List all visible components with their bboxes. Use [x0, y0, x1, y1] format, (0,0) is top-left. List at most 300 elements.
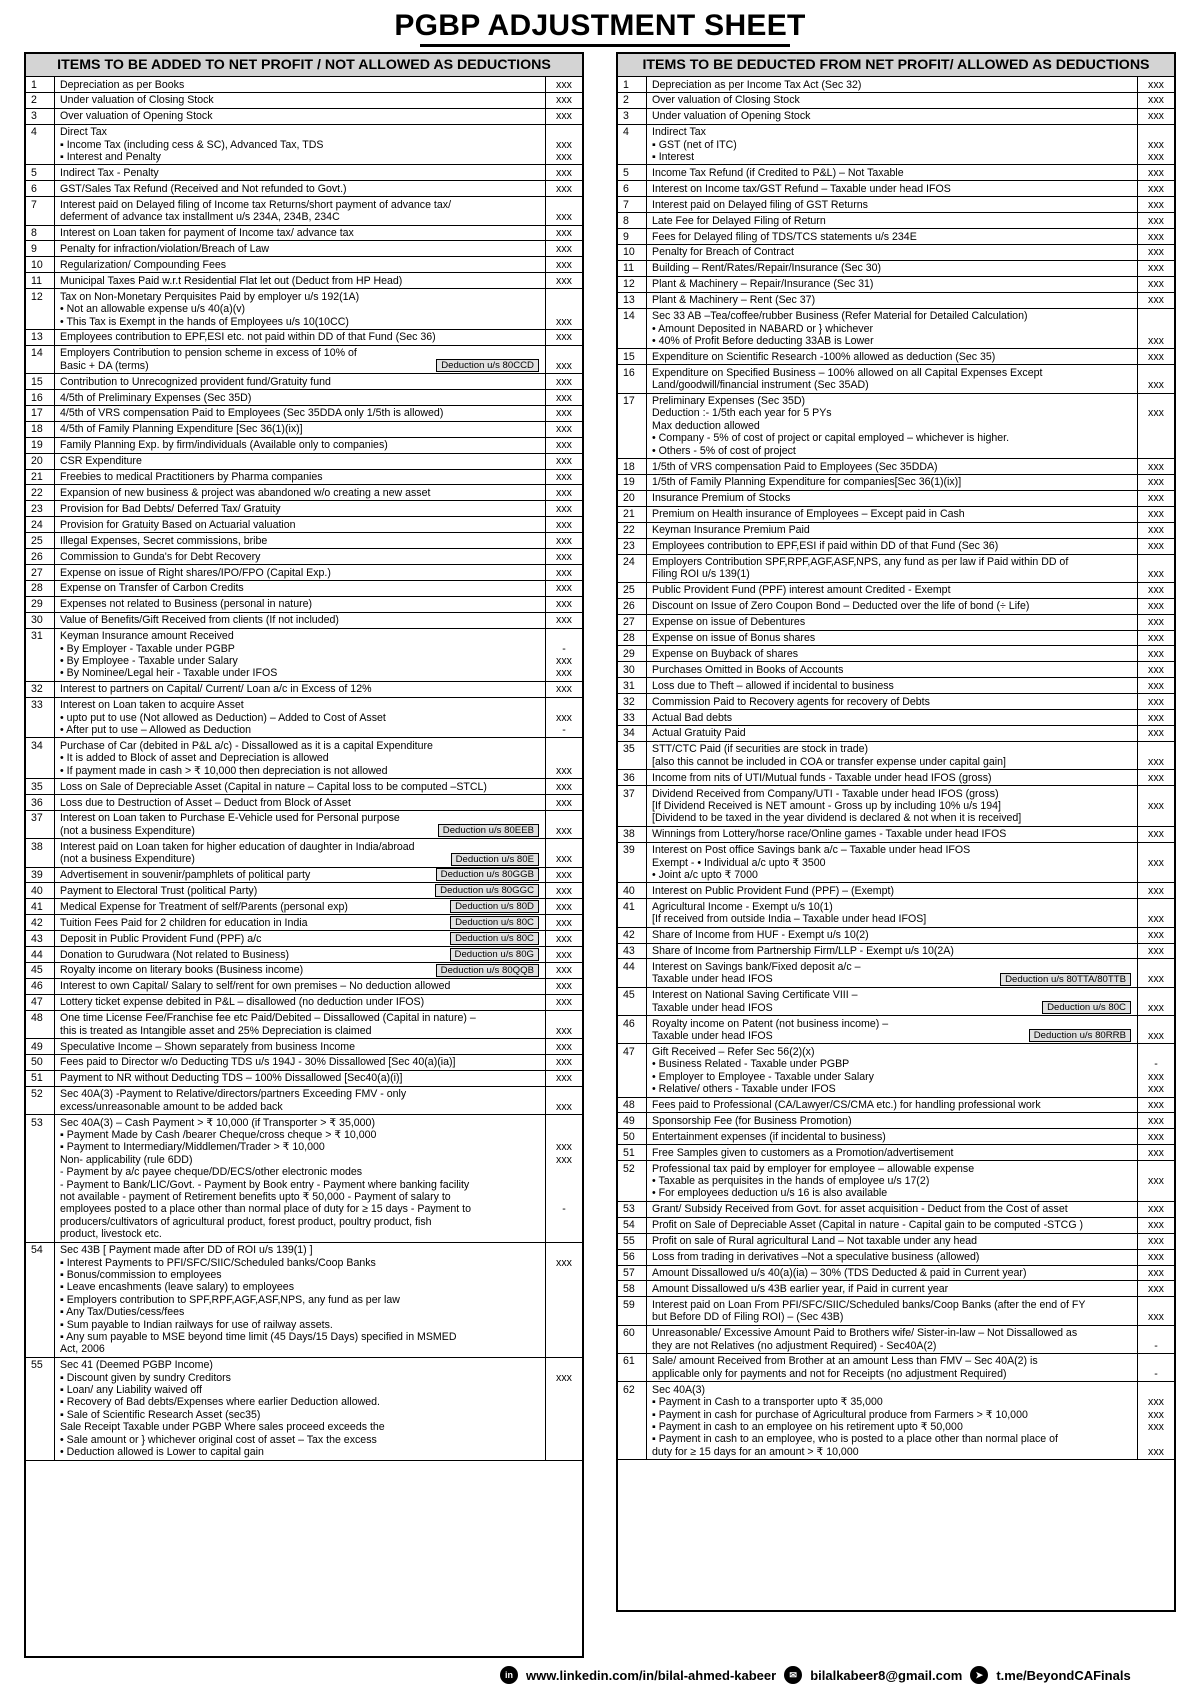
row-number: 4: [618, 125, 647, 165]
row-number: 58: [618, 1281, 647, 1296]
row-amount: [1137, 109, 1174, 124]
table-row: [26, 868, 582, 884]
row-amount: [545, 197, 582, 224]
table-row: [618, 277, 1174, 293]
deduction-section-tag: Deduction u/s 80E: [451, 853, 539, 866]
row-text-content: Unreasonable/ Excessive Amount Paid to Brothers wife/ Sister-in-law – Not Dissallowed as they are not Relatives (no adjustment Required) - Sec40A(2): [652, 1327, 1078, 1352]
row-amount-value: xxx: [1148, 755, 1164, 768]
table-row: [618, 213, 1174, 229]
row-text-content: Gift Received – Refer Sec 56(2)(x) • Business Related - Taxable under PGBP • Employer to Employee - Taxable under Salary • Relative/ others - Taxable under IFOS: [652, 1045, 874, 1096]
row-amount: [1137, 245, 1174, 260]
table-row: [618, 770, 1174, 786]
row-amount: [545, 738, 582, 778]
row-text-content: Interest paid on Loan From PFI/SFC/SIIC/Scheduled banks/Coop Banks (after the end of FY but Before DD of Filing ROI) – (Sec 43B): [652, 1298, 1086, 1324]
row-number: 27: [26, 565, 55, 580]
row-text: [55, 241, 545, 256]
row-amount-value: xxx: [556, 1371, 572, 1384]
table-row: [618, 694, 1174, 710]
row-text-content: Loss due to Theft – allowed if incidental to business: [652, 679, 894, 692]
table-row: [618, 988, 1174, 1016]
table-row: [26, 374, 582, 390]
row-text: [55, 1071, 545, 1086]
row-amount-value: xxx: [556, 78, 572, 91]
row-amount: [1137, 726, 1174, 741]
row-text-content: Expense on Buyback of shares: [652, 647, 799, 660]
row-amount-value: xxx xxx: [556, 138, 572, 164]
row-text: [55, 422, 545, 437]
added-items-rows: [26, 77, 582, 1461]
row-amount: [1137, 1297, 1174, 1324]
row-amount: [1137, 1016, 1174, 1043]
deduction-section-tag: Deduction u/s 80G: [450, 948, 539, 961]
row-text: [55, 346, 545, 373]
row-amount: [1137, 261, 1174, 276]
row-text-content: Family Planning Exp. by firm/individuals (Available only to companies): [60, 439, 388, 452]
table-row: [26, 438, 582, 454]
row-number: 8: [618, 213, 647, 228]
row-text-content: Expansion of new business & project was abandoned w/o creating a new asset: [60, 486, 431, 499]
deduction-section-tag: Deduction u/s 80D: [450, 900, 539, 913]
row-amount: [1137, 1382, 1174, 1459]
row-text-content: Municipal Taxes Paid w.r.t Residential Flat let out (Deduct from HP Head): [60, 274, 403, 287]
row-amount: [545, 374, 582, 389]
row-amount: [545, 682, 582, 697]
row-text: [647, 181, 1137, 196]
row-amount: [545, 125, 582, 165]
row-number: 15: [618, 349, 647, 364]
row-amount: [545, 517, 582, 532]
row-text: [647, 1326, 1137, 1353]
row-text-content: Lottery ticket expense debited in P&L – disallowed (no deduction under IFOS): [60, 996, 425, 1009]
row-amount: [545, 77, 582, 92]
row-amount-value: xxx: [556, 375, 572, 388]
table-row: [618, 1016, 1174, 1044]
row-text: [647, 662, 1137, 677]
row-amount-value: xxx: [1148, 350, 1164, 363]
row-number: 35: [26, 779, 55, 794]
table-row: [618, 928, 1174, 944]
row-amount: [1137, 539, 1174, 554]
row-text: [55, 795, 545, 810]
row-amount-value: xxx: [1148, 460, 1164, 473]
row-amount-value: xxx: [1148, 600, 1164, 613]
row-text: [647, 245, 1137, 260]
row-amount-value: xxx: [1148, 476, 1164, 489]
row-amount: [545, 93, 582, 108]
row-number: 7: [26, 197, 55, 224]
row-text-content: Interest on Public Provident Fund (PPF) – (Exempt): [652, 884, 894, 897]
table-row: [618, 1326, 1174, 1354]
row-amount: [1137, 1098, 1174, 1113]
linkedin-link[interactable]: www.linkedin.com/in/bilal-ahmed-kabeer: [526, 1667, 777, 1683]
row-amount: [1137, 1281, 1174, 1296]
row-amount: [1137, 1202, 1174, 1217]
row-text-content: Over valuation of Opening Stock: [60, 110, 213, 123]
table-row: [26, 226, 582, 242]
row-number: 1: [26, 77, 55, 92]
row-amount-value: xxx: [556, 1056, 572, 1069]
row-amount-value: xxx: [1148, 828, 1164, 841]
row-number: 59: [618, 1297, 647, 1324]
row-amount-value: xxx: [556, 486, 572, 499]
row-amount-value: xxx: [1148, 1282, 1164, 1295]
row-text: [647, 523, 1137, 538]
row-number: 31: [26, 629, 55, 681]
row-amount-value: xxx: [1148, 945, 1164, 958]
row-text-content: Purchases Omitted in Books of Accounts: [652, 663, 844, 676]
row-text-content: Grant/ Subsidy Received from Govt. for asset acquisition - Deduct from the Cost of asset: [652, 1203, 1068, 1216]
row-amount: [1137, 349, 1174, 364]
table-row: [26, 422, 582, 438]
row-text-content: Illegal Expenses, Secret commissions, bribe: [60, 534, 268, 547]
row-amount: [545, 109, 582, 124]
row-text-content: Interest on Post office Savings bank a/c – Taxable under head IFOS Exempt - • Individual a/c upto ₹ 3500 • Joint a/c upto ₹ 7000: [652, 844, 971, 882]
row-number: 20: [26, 454, 55, 469]
row-amount: [1137, 1266, 1174, 1281]
row-amount: [1137, 309, 1174, 349]
row-amount: [1137, 181, 1174, 196]
row-text: [647, 1098, 1137, 1113]
row-amount-value: xxx -: [556, 711, 572, 736]
row-text: [55, 125, 545, 165]
row-number: 29: [26, 597, 55, 612]
table-row: [618, 365, 1174, 393]
row-text-content: Indirect Tax ▪ GST (net of ITC) ▪ Interest: [652, 126, 737, 164]
row-amount-value: xxx: [1148, 262, 1164, 275]
row-text: [647, 365, 1137, 392]
row-number: 30: [26, 613, 55, 628]
row-number: 52: [618, 1161, 647, 1201]
row-text-content: Fees for Delayed filing of TDS/TCS statements u/s 234E: [652, 230, 917, 243]
deduction-section-tag: Deduction u/s 80QQB: [436, 964, 539, 977]
table-row: [618, 394, 1174, 460]
row-number: 37: [618, 786, 647, 826]
row-amount-value: xxx: [1148, 407, 1164, 420]
row-text-content: Free Samples given to customers as a Promotion/advertisement: [652, 1146, 954, 1159]
row-text-content: Interest to own Capital/ Salary to self/rent for own premises – No deduction allowed: [60, 980, 451, 993]
table-row: [618, 523, 1174, 539]
row-number: 34: [26, 738, 55, 778]
row-number: 9: [26, 241, 55, 256]
row-amount: [1137, 710, 1174, 725]
row-text: [55, 1115, 545, 1242]
table-row: [26, 1039, 582, 1055]
row-text: [647, 459, 1137, 474]
table-row: [618, 1354, 1174, 1382]
row-number: 40: [26, 883, 55, 898]
row-number: 42: [26, 915, 55, 930]
row-amount-value: xxx: [1148, 1146, 1164, 1159]
row-text: [647, 1218, 1137, 1233]
row-amount: [545, 181, 582, 196]
row-amount-value: xxx: [1148, 727, 1164, 740]
row-number: 17: [26, 406, 55, 421]
row-amount: [545, 1115, 582, 1242]
row-number: 13: [618, 293, 647, 308]
row-text: [55, 613, 545, 628]
row-text-content: Interest paid on Loan taken for higher education of daughter in India/abroad (not a business Expenditure): [60, 840, 415, 866]
row-amount: [545, 1039, 582, 1054]
linkedin-icon: in: [500, 1666, 518, 1684]
row-number: 31: [618, 678, 647, 693]
row-amount-value: xxx: [556, 796, 572, 809]
row-text: [55, 485, 545, 500]
row-text: [647, 1113, 1137, 1128]
row-amount: [1137, 770, 1174, 785]
row-text-content: Dividend Received from Company/UTI - Taxable under head IFOS (gross) [If Dividend Received is NET amount - Gross up by including 10% u/s 194] [Dividend to be taxed in the year dividend is declared & not when it is received]: [652, 787, 1022, 825]
row-text: [647, 1354, 1137, 1381]
row-text-content: Royalty income on Patent (not business income) – Taxable under head IFOS: [652, 1017, 889, 1042]
row-amount: [545, 597, 582, 612]
row-amount: [1137, 944, 1174, 959]
email-link[interactable]: bilalkabeer8@gmail.com: [810, 1667, 963, 1683]
row-amount-value: xxx: [1148, 1114, 1164, 1127]
table-row: [618, 245, 1174, 261]
table-row: [26, 197, 582, 225]
row-amount: [545, 995, 582, 1010]
row-text: [55, 565, 545, 580]
row-amount-value: xxx: [1148, 524, 1164, 537]
table-row: [26, 390, 582, 406]
row-amount-value: xxx: [1148, 663, 1164, 676]
table-row: [618, 631, 1174, 647]
row-number: 33: [618, 710, 647, 725]
row-number: 38: [618, 827, 647, 842]
row-amount-value: xxx: [556, 1040, 572, 1053]
row-amount-value: xxx: [1148, 1267, 1164, 1279]
row-amount: [1137, 213, 1174, 228]
row-number: 18: [618, 459, 647, 474]
telegram-icon: ➤: [970, 1666, 988, 1684]
row-text: [55, 963, 545, 978]
row-number: 28: [26, 581, 55, 596]
row-number: 55: [26, 1358, 55, 1460]
row-number: 23: [26, 501, 55, 516]
row-amount-value: xxx: [556, 1072, 572, 1085]
row-text: [55, 330, 545, 345]
row-amount-value: xxx: [1148, 94, 1164, 107]
row-amount: [545, 1243, 582, 1357]
table-row: [618, 646, 1174, 662]
row-amount: [545, 549, 582, 564]
row-text-content: 4/5th of VRS compensation Paid to Employees (Sec 35DDA only 1/5th is allowed): [60, 407, 444, 420]
row-number: 4: [26, 125, 55, 165]
row-amount-value: xxx: [556, 315, 572, 328]
table-row: [26, 485, 582, 501]
row-amount-value: xxx: [1148, 884, 1164, 897]
row-amount-value: xxx: [1148, 679, 1164, 692]
table-row: [26, 181, 582, 197]
table-row: [26, 613, 582, 629]
row-amount: [1137, 165, 1174, 180]
row-amount-value: xxx: [556, 964, 572, 977]
row-text-content: Freebies to medical Practitioners by Pharma companies: [60, 471, 323, 484]
row-text: [647, 394, 1137, 459]
row-number: 7: [618, 197, 647, 212]
row-text: [647, 1382, 1137, 1459]
row-amount: [545, 485, 582, 500]
row-amount-value: xxx: [1148, 800, 1164, 812]
row-amount: [545, 979, 582, 994]
row-text-content: Provision for Gratuity Based on Actuarial valuation: [60, 518, 296, 531]
row-amount: [1137, 229, 1174, 244]
table-row: [618, 959, 1174, 987]
row-amount: [1137, 843, 1174, 883]
row-text: [647, 229, 1137, 244]
row-text: [647, 1016, 1137, 1043]
row-amount-value: xxx: [1148, 1251, 1164, 1264]
row-text: [647, 944, 1137, 959]
added-items-table: [24, 52, 584, 1658]
row-number: 2: [26, 93, 55, 108]
row-amount: [545, 1087, 582, 1114]
row-text-content: Purchase of Car (debited in P&L a/c) - Dissallowed as it is a capital Expenditure • It is added to Block of asset and Depreciation is allowed • If payment made in cash > ₹ 10,000 then depreciation is not allowed: [60, 739, 433, 777]
row-text-content: Amount Dissallowed u/s 43B earlier year, if Paid in current year: [652, 1282, 949, 1295]
row-text: [647, 646, 1137, 661]
row-amount-value: xxx: [556, 502, 572, 515]
row-text-content: Professional tax paid by employer for employee – allowable expense • Taxable as perquisites in the hands of employee u/s 17(2) • For employees deduction u/s 16 is also available: [652, 1162, 975, 1200]
deducted-items-header: ITEMS TO BE DEDUCTED FROM NET PROFIT/ ALLOWED AS DEDUCTIONS: [618, 54, 1174, 77]
row-amount: [1137, 959, 1174, 986]
row-number: 26: [618, 599, 647, 614]
row-number: 32: [618, 694, 647, 709]
row-text: [647, 988, 1137, 1015]
row-text: [647, 309, 1137, 349]
row-text-content: Interest on Loan taken to acquire Asset • upto put to use (Not allowed as Deduction) – Added to Cost of Asset • After put to use – Allowed as Deduction: [60, 699, 386, 736]
row-text: [647, 827, 1137, 842]
row-amount-value: xxx: [556, 211, 572, 224]
row-amount-value: xxx: [1148, 110, 1164, 123]
row-text: [647, 555, 1137, 582]
row-amount-value: xxx: [1148, 632, 1164, 645]
row-text: [55, 197, 545, 224]
row-text: [647, 1266, 1137, 1281]
row-amount: [545, 257, 582, 272]
row-text-content: Keyman Insurance Premium Paid: [652, 524, 810, 537]
row-text-content: Value of Benefits/Gift Received from clients (If not included): [60, 614, 339, 627]
row-number: 46: [26, 979, 55, 994]
row-text: [647, 125, 1137, 165]
row-text: [647, 491, 1137, 506]
row-text: [55, 779, 545, 794]
row-text-content: Royalty income on literary books (Business income): [60, 964, 304, 977]
row-text: [55, 682, 545, 697]
row-amount: [545, 613, 582, 628]
row-amount: [1137, 988, 1174, 1015]
row-amount-value: xxx: [556, 110, 572, 123]
row-amount: [1137, 491, 1174, 506]
row-text-content: Keyman Insurance amount Received • By Employer - Taxable under PGBP • By Employee - Taxable under Salary • By Nominee/Legal heir - Taxable under IFOS: [60, 630, 278, 680]
table-row: [26, 1011, 582, 1039]
row-number: 21: [26, 470, 55, 485]
row-amount-value: xxx: [1148, 711, 1164, 724]
row-text: [55, 947, 545, 962]
row-number: 12: [26, 289, 55, 329]
row-text-content: Sec 40A(3) – Cash Payment > ₹ 10,000 (if Transporter > ₹ 35,000) ▪ Payment Made by Cash /bearer Cheque/cross cheque > ₹ 10,000 ▪ Payment to Intermediary/Middlemen/Trader > ₹ 10,000 Non- applicability (rule 6DD) - Payment by a/c payee cheque/DD/ECS/other electronic modes - Payment to Bank/LIC/Govt. - Payment by Book entry - Payment where banking facility not available - payment of Retirement benefits upto ₹ 50,000 - Payment of salary to employees posted to a place other than normal place of duty for ≥ 15 days - Payment to producers/cultivators of agricultural product, forest product, poultry product, fish product, livestock etc.: [60, 1116, 471, 1241]
row-text-content: Interest on Loan taken for payment of Income tax/ advance tax: [60, 227, 354, 240]
table-row: [26, 899, 582, 915]
row-number: 14: [618, 309, 647, 349]
row-amount-value: xxx: [1148, 771, 1164, 784]
row-amount-value: xxx: [556, 455, 572, 468]
row-amount: [545, 226, 582, 241]
row-number: 25: [26, 533, 55, 548]
row-text-content: Over valuation of Closing Stock: [652, 94, 800, 107]
row-amount-value: xxx: [1148, 1175, 1164, 1188]
row-amount: [545, 883, 582, 898]
row-text-content: Penalty for infraction/violation/Breach of Law: [60, 242, 270, 255]
row-amount: [545, 1055, 582, 1070]
row-number: 1: [618, 77, 647, 92]
row-text-content: Indirect Tax - Penalty: [60, 166, 159, 179]
table-row: [26, 1055, 582, 1071]
row-amount-value: xxx: [556, 1256, 572, 1269]
table-row: [26, 947, 582, 963]
row-text-content: Late Fee for Delayed Filing of Return: [652, 214, 826, 227]
row-text: [647, 883, 1137, 898]
row-number: 41: [26, 899, 55, 914]
row-number: 16: [26, 390, 55, 405]
table-row: [618, 1250, 1174, 1266]
row-number: 48: [618, 1098, 647, 1113]
row-amount: [1137, 694, 1174, 709]
table-row: [618, 786, 1174, 827]
row-text: [55, 470, 545, 485]
table-row: [618, 1297, 1174, 1325]
row-text: [647, 710, 1137, 725]
row-number: 49: [26, 1039, 55, 1054]
row-amount: [1137, 197, 1174, 212]
row-amount-value: -: [1154, 1367, 1158, 1380]
row-number: 22: [618, 523, 647, 538]
row-text: [55, 915, 545, 930]
row-amount-value: xxx: [556, 948, 572, 961]
row-text: [55, 931, 545, 946]
row-text-content: Employers Contribution to pension scheme in excess of 10% of Basic + DA (terms): [60, 347, 357, 372]
row-text-content: Expenses not related to Business (personal in nature): [60, 598, 313, 611]
row-amount: [1137, 1044, 1174, 1096]
table-row: [26, 517, 582, 533]
row-number: 11: [618, 261, 647, 276]
row-amount-value: xxx: [556, 407, 572, 420]
row-text: [55, 811, 545, 838]
row-amount-value: xxx: [1148, 1203, 1164, 1216]
row-amount-value: xxx: [556, 853, 572, 866]
row-amount: [545, 273, 582, 288]
row-amount: [545, 779, 582, 794]
telegram-link[interactable]: t.me/BeyondCAFinals: [996, 1667, 1131, 1683]
row-number: 36: [618, 770, 647, 785]
row-text: [55, 979, 545, 994]
row-text-content: Winnings from Lottery/horse race/Online games - Taxable under head IFOS: [652, 828, 1007, 841]
row-amount-value: xxx: [1148, 647, 1164, 660]
row-amount-value: xxx: [1148, 913, 1164, 926]
table-row: [618, 1218, 1174, 1234]
row-text: [647, 197, 1137, 212]
row-amount-value: -: [1154, 1339, 1158, 1352]
row-amount-value: xxx: [556, 94, 572, 107]
row-amount: [1137, 1113, 1174, 1128]
row-amount: [545, 165, 582, 180]
row-number: 54: [618, 1218, 647, 1233]
table-row: [618, 827, 1174, 843]
table-row: [618, 662, 1174, 678]
table-row: [26, 883, 582, 899]
row-amount-value: xxx: [1148, 379, 1164, 392]
row-text: [647, 507, 1137, 522]
row-number: 41: [618, 899, 647, 926]
row-text: [647, 1145, 1137, 1160]
